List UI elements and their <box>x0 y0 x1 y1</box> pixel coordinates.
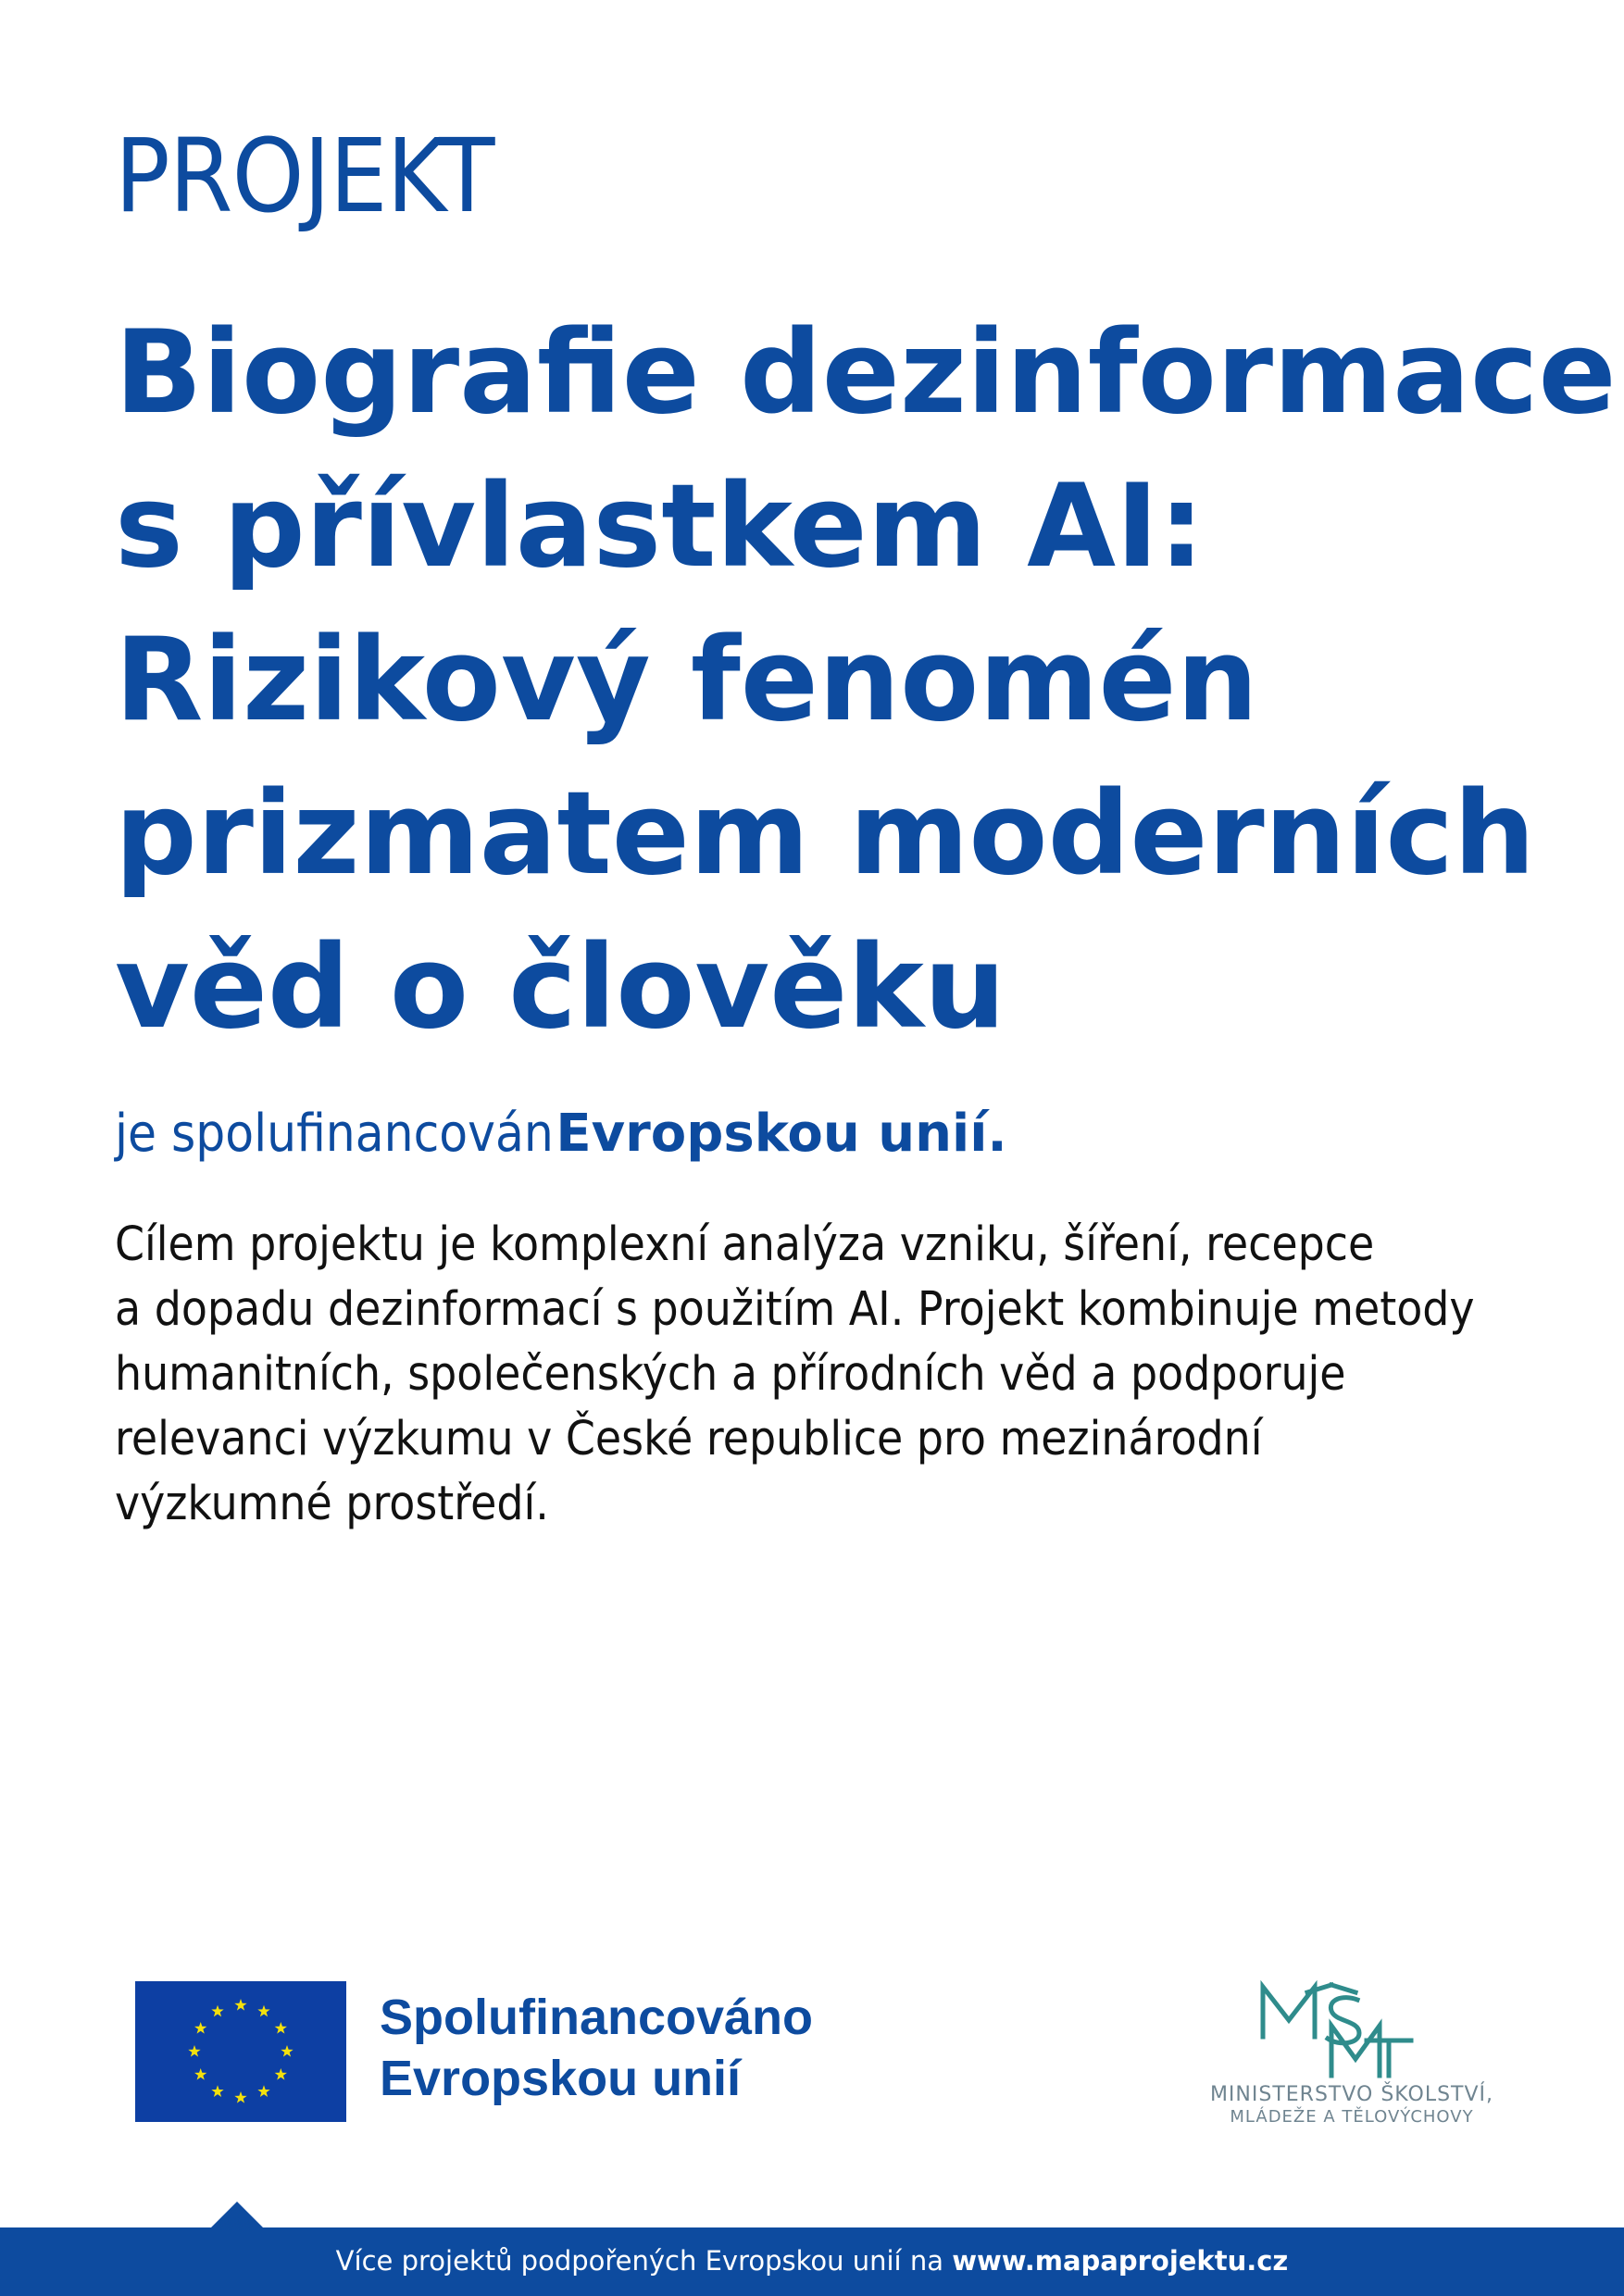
project-title <box>115 296 1617 1065</box>
title-line: prizmatem moderních <box>115 767 1536 901</box>
description-line: relevanci výzkumu v České republice pro mezinárodní <box>115 1412 1263 1466</box>
description-line: výzkumné prostředí. <box>115 1477 549 1531</box>
msmt-label-line: MINISTERSTVO ŠKOLSTVÍ, <box>1209 2083 1494 2106</box>
msmt-label <box>1167 2083 1537 2128</box>
eu-flag-icon <box>135 1981 346 2122</box>
project-kicker: PROJEKT <box>115 117 494 235</box>
title-line: věd o člověku <box>115 921 1006 1054</box>
title-line: Rizikový fenomén <box>115 614 1258 747</box>
cofinancing-strong: Evropskou unií. <box>556 1104 1007 1164</box>
eu-label-line: Evropskou unií <box>380 2051 742 2106</box>
cofinancing-statement <box>115 1102 1007 1167</box>
project-description <box>115 1213 1531 1537</box>
msmt-logo-icon <box>1257 1979 1415 2083</box>
description-line: Cílem projektu je komplexní analýza vzniku, šíření, recepce <box>115 1217 1375 1272</box>
msmt-logo-svg <box>1257 1979 1415 2083</box>
description-line: a dopadu dezinformací s použitím AI. Projekt kombinuje metody <box>115 1282 1475 1337</box>
title-line: s přívlastkem AI: <box>115 460 1205 593</box>
cofinancing-prefix: je spolufinancován <box>115 1104 554 1164</box>
footer-notch <box>211 2202 263 2227</box>
description-line: humanitních, společenských a přírodních věd a podporuje <box>115 1347 1346 1402</box>
footer-link[interactable]: www.mapaprojektu.cz <box>952 2245 1289 2277</box>
title-line: Biografie dezinformace <box>115 306 1617 440</box>
eu-label-line: Spolufinancováno <box>380 1990 814 2045</box>
eu-flag-svg <box>135 1981 346 2122</box>
footer-prefix: Více projektů podpořených Evropskou unií na <box>335 2245 953 2277</box>
msmt-label-line: MLÁDEŽE A TĚLOVÝCHOVY <box>1230 2107 1474 2127</box>
eu-cofinanced-label <box>380 1987 813 2109</box>
footer-text <box>0 2242 1624 2279</box>
